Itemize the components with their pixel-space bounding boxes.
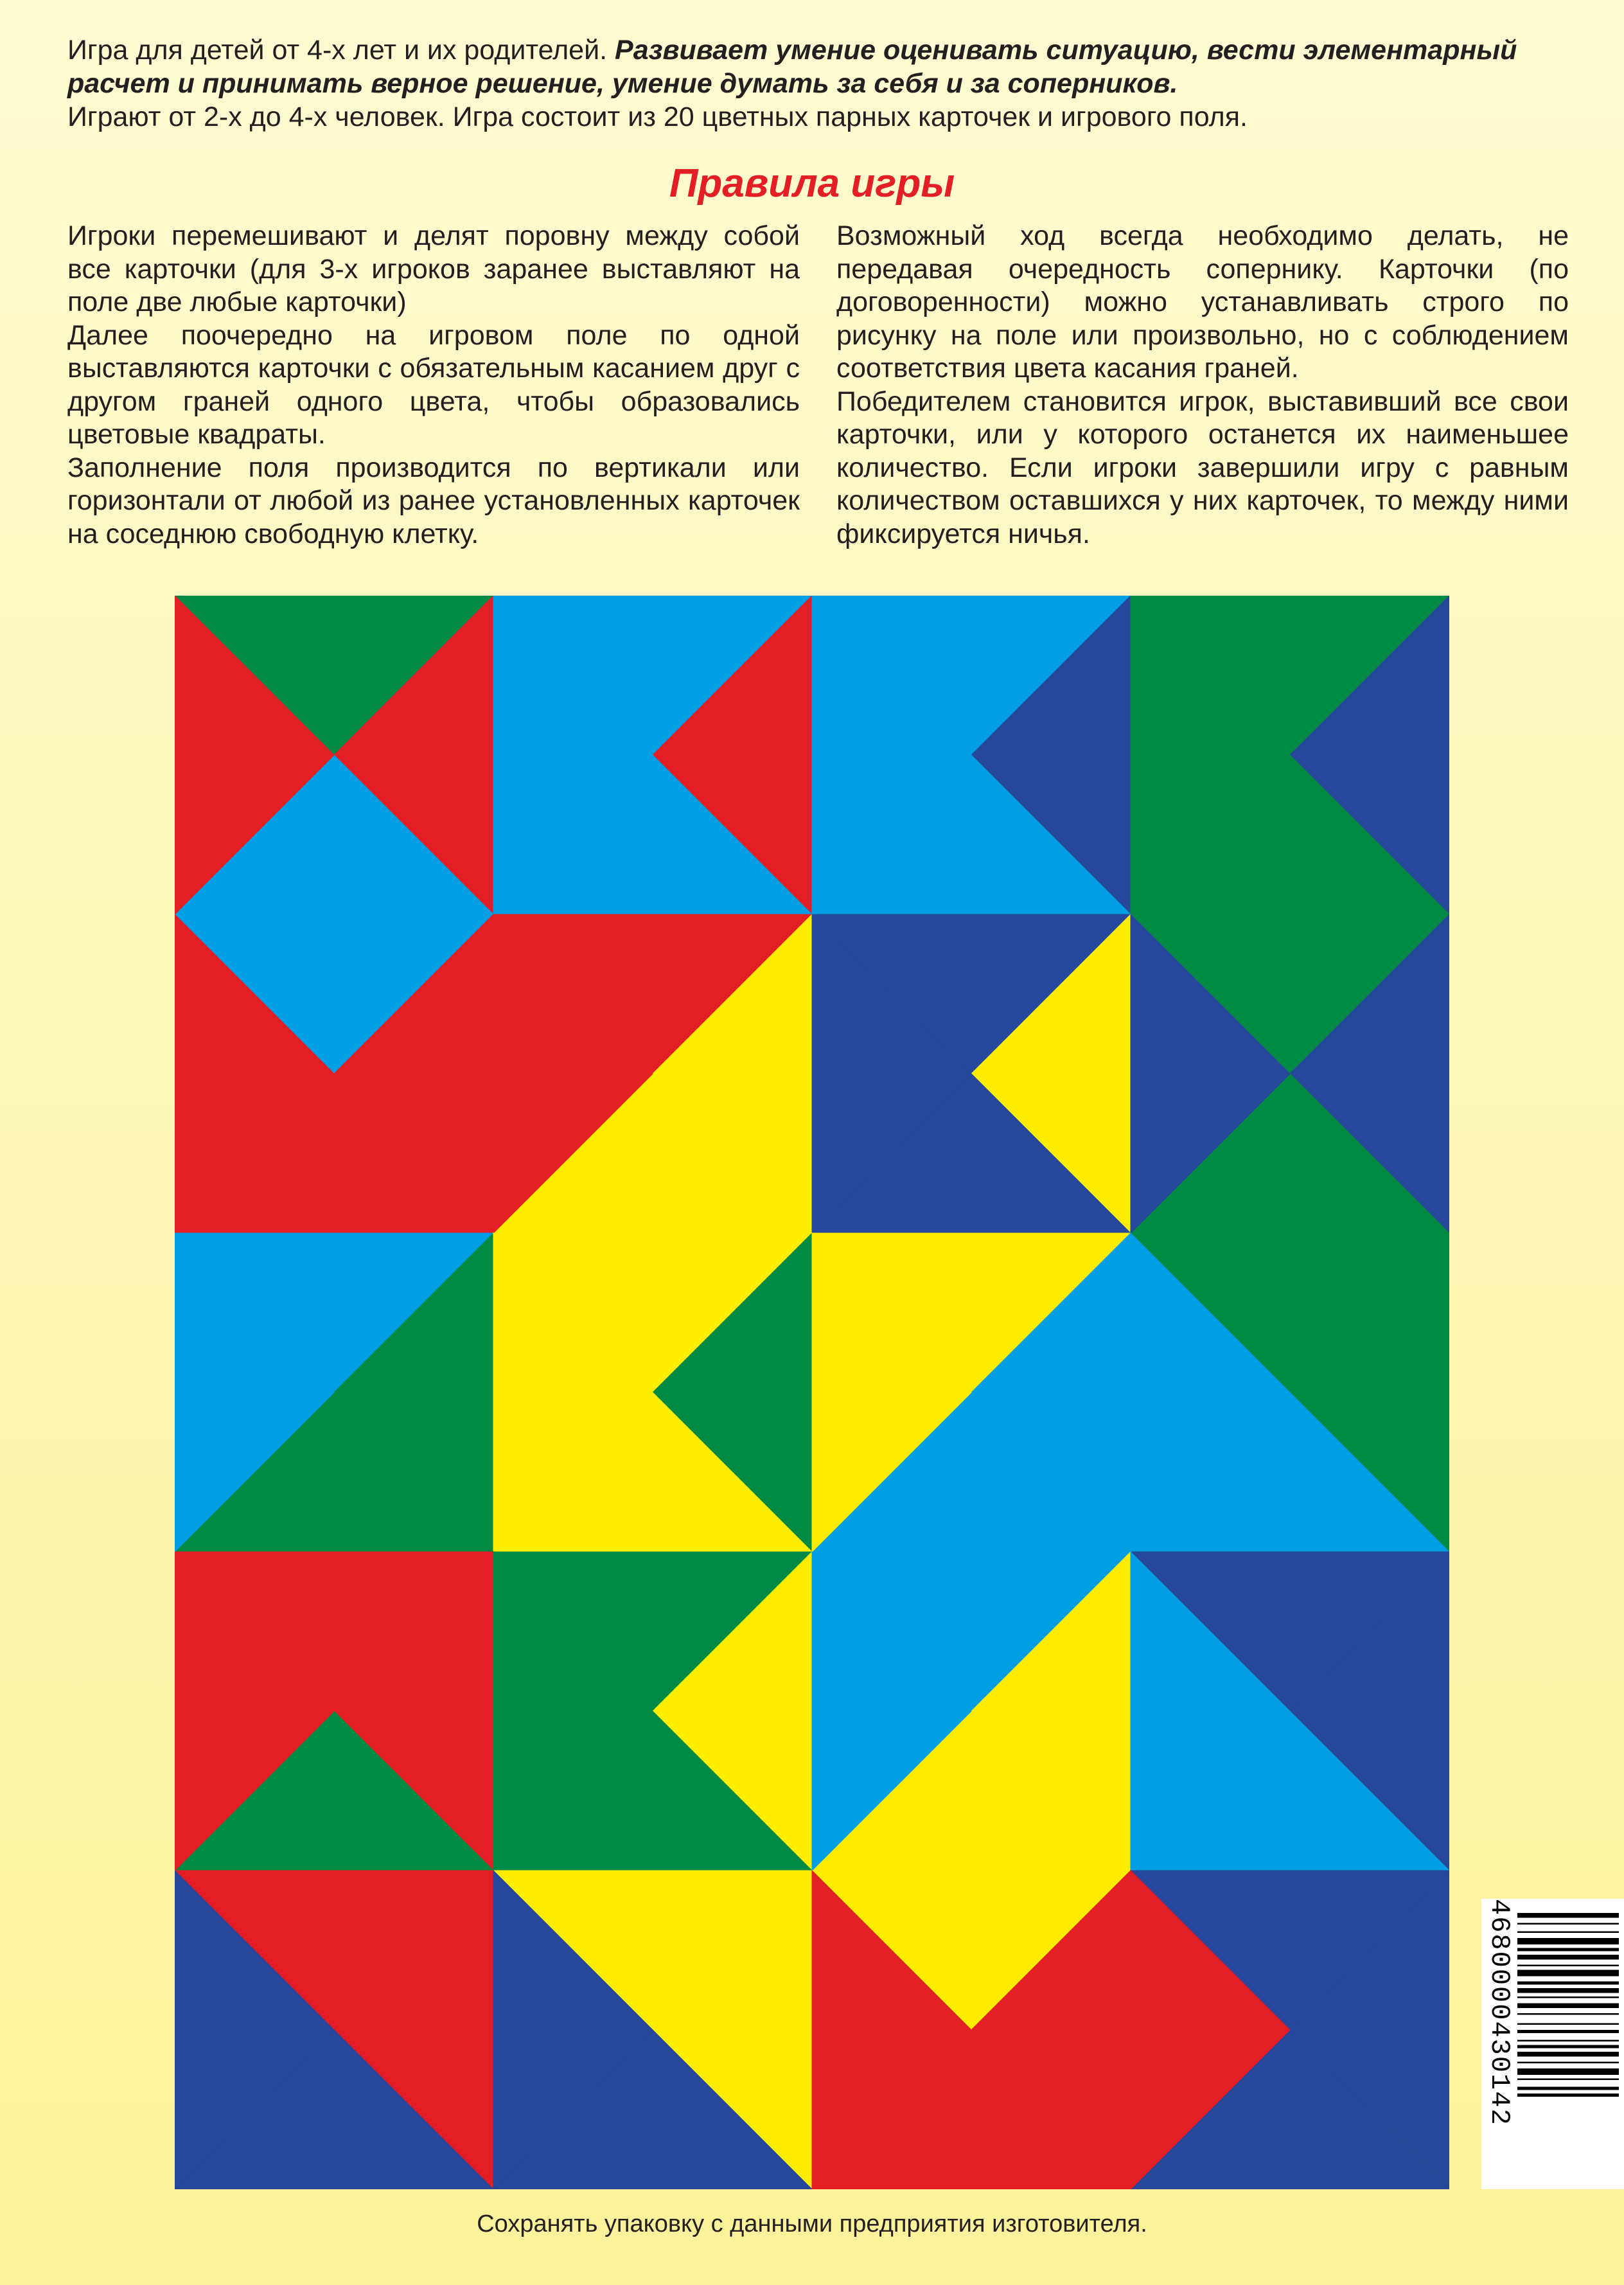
barcode <box>1481 1899 1624 2189</box>
rules-paragraph: Возможный ход всегда необходимо делать, не передавая очередность сопернику. Карточки (по договоренности) можно устанавливать строго по рисунку на поле или произвольно, но с соблюдением соответствия цвета касания граней. <box>836 220 1569 384</box>
game-board-svg <box>175 596 1449 2189</box>
rules-paragraph: Игроки перемешивают и делят поровну между собой все карточки (для 3-х игроков заранее выставляют на поле две любые карточки) <box>67 220 800 317</box>
barcode-bar <box>1517 1932 1619 1934</box>
rules-paragraph: Заполнение поля производится по вертикали или горизонтали от любой из ранее установленных карточек на соседнюю свободную клетку. <box>67 452 800 549</box>
barcode-bar <box>1517 2087 1619 2090</box>
barcode-bars <box>1481 1899 1624 2189</box>
barcode-bar <box>1517 1970 1619 1977</box>
intro-players: Играют от 2-х до 4-х человек. Игра состоит из 20 цветных парных карточек и игрового поля. <box>67 102 1248 132</box>
barcode-bar <box>1517 2062 1619 2064</box>
barcode-bar <box>1517 2045 1619 2049</box>
barcode-bar <box>1517 2068 1619 2075</box>
barcode-bar <box>1517 2013 1619 2015</box>
barcode-bar <box>1517 2094 1619 2097</box>
intro-text <box>67 33 1577 134</box>
barcode-bar <box>1517 1955 1619 1960</box>
intro-plain: Игра для детей от 4-х лет и их родителей. <box>67 35 615 66</box>
barcode-bar <box>1517 2023 1619 2025</box>
rules-paragraph: Победителем становится игрок, выставивший все свои карточки, или у которого останется их наименьшее количество. Если игроки завершили игру с равным количеством оставшихся у них карточек, то между ними фиксируется ничья. <box>836 386 1569 549</box>
intro-bold: Развивает умение оценивать ситуацию, вести элементарный расчет и принимать верное решение, умение думать за себя и за соперников. <box>67 35 1517 99</box>
barcode-bar <box>1517 2004 1619 2009</box>
barcode-number: 4680000430142 <box>1484 1899 1515 2126</box>
barcode-bar <box>1517 2040 1619 2042</box>
game-board <box>175 596 1449 2189</box>
barcode-bar <box>1517 1948 1619 1952</box>
rules-left-column <box>67 220 800 551</box>
rules-title: Правила игры <box>669 161 955 206</box>
barcode-bar <box>1517 1996 1619 1998</box>
barcode-bar <box>1517 2030 1619 2033</box>
barcode-bar <box>1517 2079 1619 2081</box>
rules-right-column <box>836 220 1569 551</box>
barcode-bar <box>1517 1938 1619 1944</box>
footer-note: Сохранять упаковку с данными предприятия изготовителя. <box>477 2210 1147 2237</box>
barcode-bar <box>1517 1913 1619 1918</box>
barcode-bar <box>1517 1982 1619 1985</box>
barcode-bar <box>1517 2052 1619 2057</box>
barcode-bar <box>1517 1965 1619 1967</box>
rules-paragraph: Далее поочередно на игровом поле по одной выставляются карточки с обязательным касанием друг с другом граней одного цвета, чтобы образовались цветовые квадраты. <box>67 319 800 450</box>
barcode-bar <box>1517 1923 1619 1925</box>
barcode-bar <box>1517 1988 1619 1993</box>
